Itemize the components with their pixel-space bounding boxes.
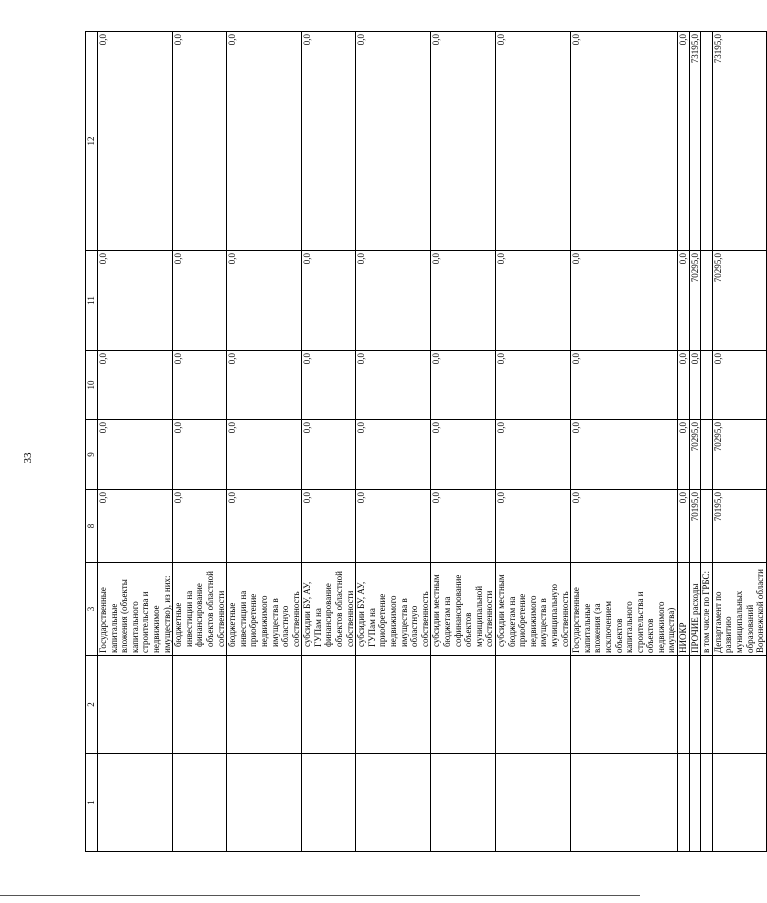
- cell-name: субсидии местным бюджетам на приобретение недвижимого имущества в муниципальную собственность: [495, 563, 570, 656]
- cell-name: в том числе по ГРБС:: [701, 563, 713, 656]
- cell-col-11: [701, 251, 713, 351]
- cell-col-2: [302, 656, 356, 754]
- table-row: [689, 32, 701, 852]
- cell-col-11: 0,0: [431, 251, 496, 351]
- cell-col-8: 0,0: [98, 490, 173, 563]
- cell-col-1: [356, 754, 431, 852]
- cell-col-12: 0,0: [571, 32, 678, 251]
- cell-col-9: 0,0: [678, 420, 690, 490]
- cell-col-10: 0,0: [431, 351, 496, 420]
- cell-col-1: [571, 754, 678, 852]
- table-row: [227, 32, 302, 852]
- cell-col-10: 0,0: [173, 351, 227, 420]
- cell-col-8: 0,0: [678, 490, 690, 563]
- cell-col-2: [98, 656, 173, 754]
- header-col-11: 11: [86, 251, 98, 351]
- cell-name: ПРОЧИЕ расходы: [689, 563, 701, 656]
- cell-col-1: [701, 754, 713, 852]
- cell-col-10: 0,0: [712, 351, 766, 420]
- cell-col-2: [571, 656, 678, 754]
- cell-col-1: [302, 754, 356, 852]
- cell-col-9: 70295,0: [689, 420, 701, 490]
- cell-col-8: [701, 490, 713, 563]
- cell-col-12: 0,0: [431, 32, 496, 251]
- cell-col-2: [701, 656, 713, 754]
- cell-col-9: 0,0: [173, 420, 227, 490]
- cell-col-1: [495, 754, 570, 852]
- cell-col-8: 0,0: [571, 490, 678, 563]
- table-row: [678, 32, 690, 852]
- cell-col-11: 70295,0: [712, 251, 766, 351]
- cell-col-8: 0,0: [356, 490, 431, 563]
- cell-col-12: 73195,0: [689, 32, 701, 251]
- cell-col-2: [712, 656, 766, 754]
- header-col-12: 12: [86, 32, 98, 251]
- cell-col-11: 0,0: [173, 251, 227, 351]
- cell-name: Департамент по развитию муниципальных образований Воронежской области: [712, 563, 766, 656]
- budget-table: [85, 31, 767, 852]
- cell-col-10: 0,0: [678, 351, 690, 420]
- cell-col-1: [678, 754, 690, 852]
- cell-col-9: 0,0: [571, 420, 678, 490]
- cell-col-10: 0,0: [495, 351, 570, 420]
- cell-name: бюджетные инвестиции на приобретение недвижимого имущества в областную собственность: [227, 563, 302, 656]
- cell-col-11: 0,0: [302, 251, 356, 351]
- cell-col-8: 0,0: [302, 490, 356, 563]
- cell-col-2: [173, 656, 227, 754]
- cell-col-9: 0,0: [431, 420, 496, 490]
- cell-col-2: [356, 656, 431, 754]
- cell-col-11: 0,0: [678, 251, 690, 351]
- cell-col-8: 70195,0: [712, 490, 766, 563]
- cell-col-8: 0,0: [495, 490, 570, 563]
- header-col-2: 2: [86, 656, 98, 754]
- cell-col-1: [712, 754, 766, 852]
- cell-col-2: [431, 656, 496, 754]
- header-col-3: 3: [86, 563, 98, 656]
- cell-col-12: [701, 32, 713, 251]
- table-row: [173, 32, 227, 852]
- table-row: [701, 32, 713, 852]
- table-row: [495, 32, 570, 852]
- header-col-1: 1: [86, 754, 98, 852]
- header-col-8: 8: [86, 490, 98, 563]
- cell-col-1: [173, 754, 227, 852]
- cell-col-9: 0,0: [302, 420, 356, 490]
- table-row: [712, 32, 766, 852]
- cell-col-10: 0,0: [227, 351, 302, 420]
- cell-col-8: 0,0: [173, 490, 227, 563]
- cell-col-2: [495, 656, 570, 754]
- page-bottom-rule: [0, 895, 640, 896]
- cell-col-12: 0,0: [173, 32, 227, 251]
- cell-name: бюджетные инвестиции на финансирование объектов областной собственности: [173, 563, 227, 656]
- cell-col-10: 0,0: [689, 351, 701, 420]
- cell-name: субсидии БУ, АУ, ГУПам на финансирование объектов областной собственности: [302, 563, 356, 656]
- cell-name: субсидии местным бюджетам на софинансирование объектов муниципальной собственности: [431, 563, 496, 656]
- cell-col-12: 0,0: [302, 32, 356, 251]
- table-row: [571, 32, 678, 852]
- cell-col-1: [227, 754, 302, 852]
- cell-col-12: 0,0: [495, 32, 570, 251]
- cell-col-8: 70195,0: [689, 490, 701, 563]
- cell-col-8: 0,0: [227, 490, 302, 563]
- cell-col-9: 0,0: [227, 420, 302, 490]
- page-number: 33: [22, 452, 34, 464]
- cell-col-12: 0,0: [678, 32, 690, 251]
- cell-col-11: 0,0: [227, 251, 302, 351]
- cell-col-12: 73195,0: [712, 32, 766, 251]
- cell-col-10: 0,0: [571, 351, 678, 420]
- cell-col-11: 0,0: [98, 251, 173, 351]
- cell-col-2: [678, 656, 690, 754]
- cell-col-9: 70295,0: [712, 420, 766, 490]
- cell-col-10: [701, 351, 713, 420]
- cell-name: субсидии БУ, АУ, ГУПам на приобретение недвижимого имущества в областную собственность: [356, 563, 431, 656]
- cell-col-9: 0,0: [356, 420, 431, 490]
- cell-name: НИОКР: [678, 563, 690, 656]
- header-row: [86, 32, 98, 852]
- header-col-10: 10: [86, 351, 98, 420]
- cell-col-11: 0,0: [495, 251, 570, 351]
- cell-col-10: 0,0: [356, 351, 431, 420]
- cell-col-11: 0,0: [571, 251, 678, 351]
- table-row: [98, 32, 173, 852]
- cell-col-11: 0,0: [356, 251, 431, 351]
- cell-col-2: [227, 656, 302, 754]
- cell-col-12: 0,0: [227, 32, 302, 251]
- table-row: [431, 32, 496, 852]
- cell-col-11: 70295,0: [689, 251, 701, 351]
- cell-col-9: [701, 420, 713, 490]
- header-col-9: 9: [86, 420, 98, 490]
- table-row: [302, 32, 356, 852]
- cell-col-9: 0,0: [98, 420, 173, 490]
- cell-col-10: 0,0: [302, 351, 356, 420]
- cell-col-12: 0,0: [98, 32, 173, 251]
- cell-col-8: 0,0: [431, 490, 496, 563]
- cell-col-1: [431, 754, 496, 852]
- cell-col-2: [689, 656, 701, 754]
- cell-col-12: 0,0: [356, 32, 431, 251]
- cell-col-9: 0,0: [495, 420, 570, 490]
- rotated-table-container: [85, 32, 766, 852]
- cell-col-1: [98, 754, 173, 852]
- cell-col-1: [689, 754, 701, 852]
- cell-col-10: 0,0: [98, 351, 173, 420]
- cell-name: Государственные капитальные вложения (объекты капитального строительства и недвижимое имущество), из них:: [98, 563, 173, 656]
- table-row: [356, 32, 431, 852]
- cell-name: Государственные капитальные вложения (за исключением объектов капитального строительства и объектов недвижимого имущества): [571, 563, 678, 656]
